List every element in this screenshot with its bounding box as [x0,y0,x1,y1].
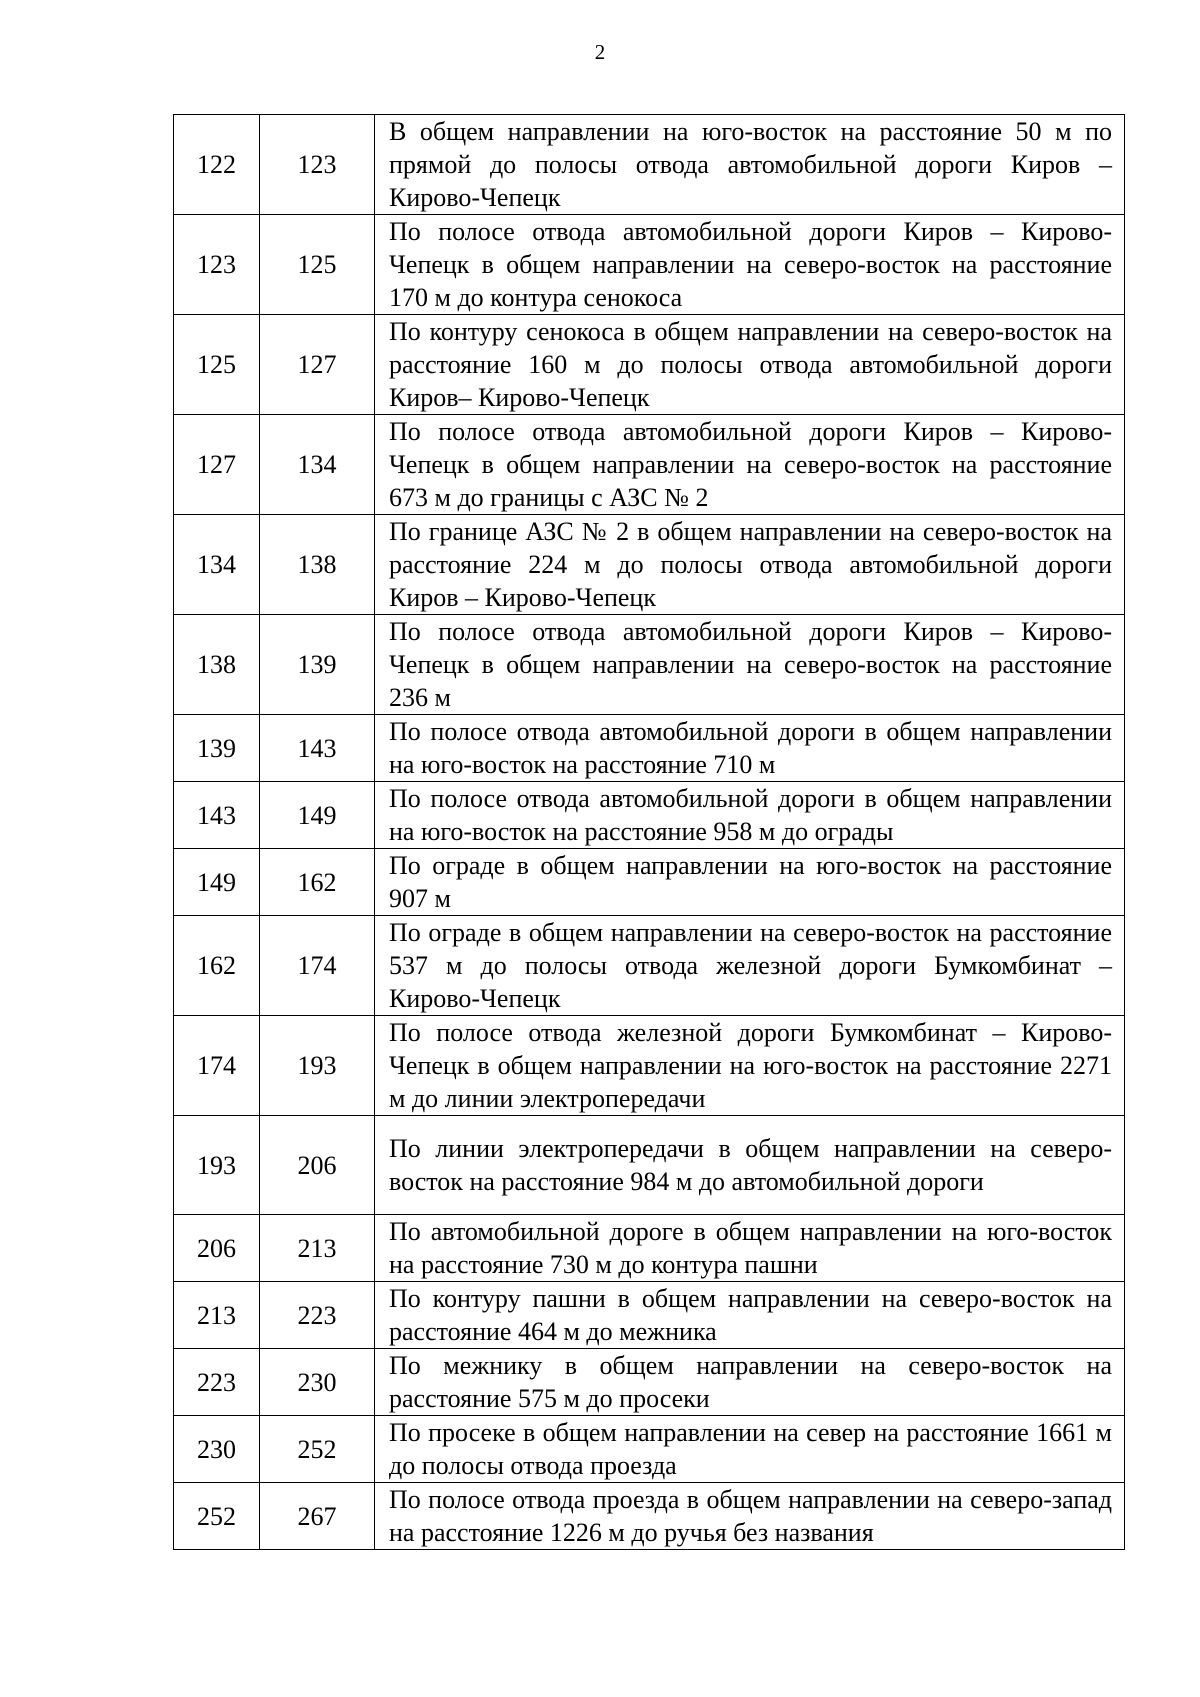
to-point: 138 [260,515,375,615]
to-point: 174 [260,916,375,1016]
from-point: 193 [174,1116,260,1215]
table-row [174,1016,1125,1116]
segment-description: По полосе отвода железной дороги Бумкомбинат – Кирово-Чепецк в общем направлении на юго-восток на расстояние 2271 м до линии электропередачи [375,1016,1125,1116]
from-point: 127 [174,415,260,515]
segment-description: По полосе отвода автомобильной дороги в общем направлении на юго-восток на расстояние 710 м [375,715,1125,782]
table-row [174,1215,1125,1282]
from-point: 123 [174,215,260,315]
segment-description: По полосе отвода автомобильной дороги Киров – Кирово-Чепецк в общем направлении на северо-восток на расстояние 170 м до контура сенокоса [375,215,1125,315]
table-row [174,115,1125,215]
to-point: 252 [260,1416,375,1483]
table-row [174,1282,1125,1349]
to-point: 123 [260,115,375,215]
from-point: 143 [174,782,260,849]
boundary-description-table [173,114,1125,1550]
from-point: 230 [174,1416,260,1483]
segment-description: По ограде в общем направлении на северо-восток на расстояние 537 м до полосы отвода железной дороги Бумкомбинат – Кирово-Чепецк [375,916,1125,1016]
segment-description: По контуру сенокоса в общем направлении на северо-восток на расстояние 160 м до полосы отвода автомобильной дороги Киров– Кирово-Чепецк [375,315,1125,415]
table-row [174,415,1125,515]
from-point: 252 [174,1483,260,1550]
to-point: 213 [260,1215,375,1282]
segment-description: По просеке в общем направлении на север на расстояние 1661 м до полосы отвода проезда [375,1416,1125,1483]
table-row [174,1483,1125,1550]
segment-description: По ограде в общем направлении на юго-восток на расстояние 907 м [375,849,1125,916]
table-row [174,782,1125,849]
segment-description: По полосе отвода автомобильной дороги в общем направлении на юго-восток на расстояние 958 м до ограды [375,782,1125,849]
from-point: 139 [174,715,260,782]
table-row [174,615,1125,715]
from-point: 122 [174,115,260,215]
table-row [174,215,1125,315]
to-point: 149 [260,782,375,849]
from-point: 162 [174,916,260,1016]
segment-description: По автомобильной дороге в общем направлении на юго-восток на расстояние 730 м до контура пашни [375,1215,1125,1282]
table-row [174,315,1125,415]
segment-description: По межнику в общем направлении на северо-восток на расстояние 575 м до просеки [375,1349,1125,1416]
segment-description: По полосе отвода автомобильной дороги Киров – Кирово-Чепецк в общем направлении на северо-восток на расстояние 236 м [375,615,1125,715]
from-point: 125 [174,315,260,415]
from-point: 213 [174,1282,260,1349]
from-point: 206 [174,1215,260,1282]
to-point: 193 [260,1016,375,1116]
to-point: 267 [260,1483,375,1550]
to-point: 206 [260,1116,375,1215]
from-point: 138 [174,615,260,715]
from-point: 134 [174,515,260,615]
page-number: 2 [594,40,606,64]
to-point: 134 [260,415,375,515]
table-row [174,916,1125,1016]
segment-description: По полосе отвода проезда в общем направлении на северо-запад на расстояние 1226 м до ручья без названия [375,1483,1125,1550]
table-row [174,715,1125,782]
segment-description: В общем направлении на юго-восток на расстояние 50 м по прямой до полосы отвода автомобильной дороги Киров – Кирово-Чепецк [375,115,1125,215]
to-point: 143 [260,715,375,782]
table-row [174,1416,1125,1483]
segment-description: По полосе отвода автомобильной дороги Киров – Кирово-Чепецк в общем направлении на северо-восток на расстояние 673 м до границы с АЗС № 2 [375,415,1125,515]
table-row [174,1349,1125,1416]
to-point: 230 [260,1349,375,1416]
table-row [174,1116,1125,1215]
table-row [174,515,1125,615]
table-row [174,849,1125,916]
to-point: 223 [260,1282,375,1349]
to-point: 125 [260,215,375,315]
to-point: 162 [260,849,375,916]
segment-description: По границе АЗС № 2 в общем направлении на северо-восток на расстояние 224 м до полосы отвода автомобильной дороги Киров – Кирово-Чепецк [375,515,1125,615]
to-point: 127 [260,315,375,415]
from-point: 149 [174,849,260,916]
from-point: 174 [174,1016,260,1116]
from-point: 223 [174,1349,260,1416]
segment-description: По линии электропередачи в общем направлении на северо-восток на расстояние 984 м до автомобильной дороги [375,1116,1125,1215]
segment-description: По контуру пашни в общем направлении на северо-восток на расстояние 464 м до межника [375,1282,1125,1349]
to-point: 139 [260,615,375,715]
